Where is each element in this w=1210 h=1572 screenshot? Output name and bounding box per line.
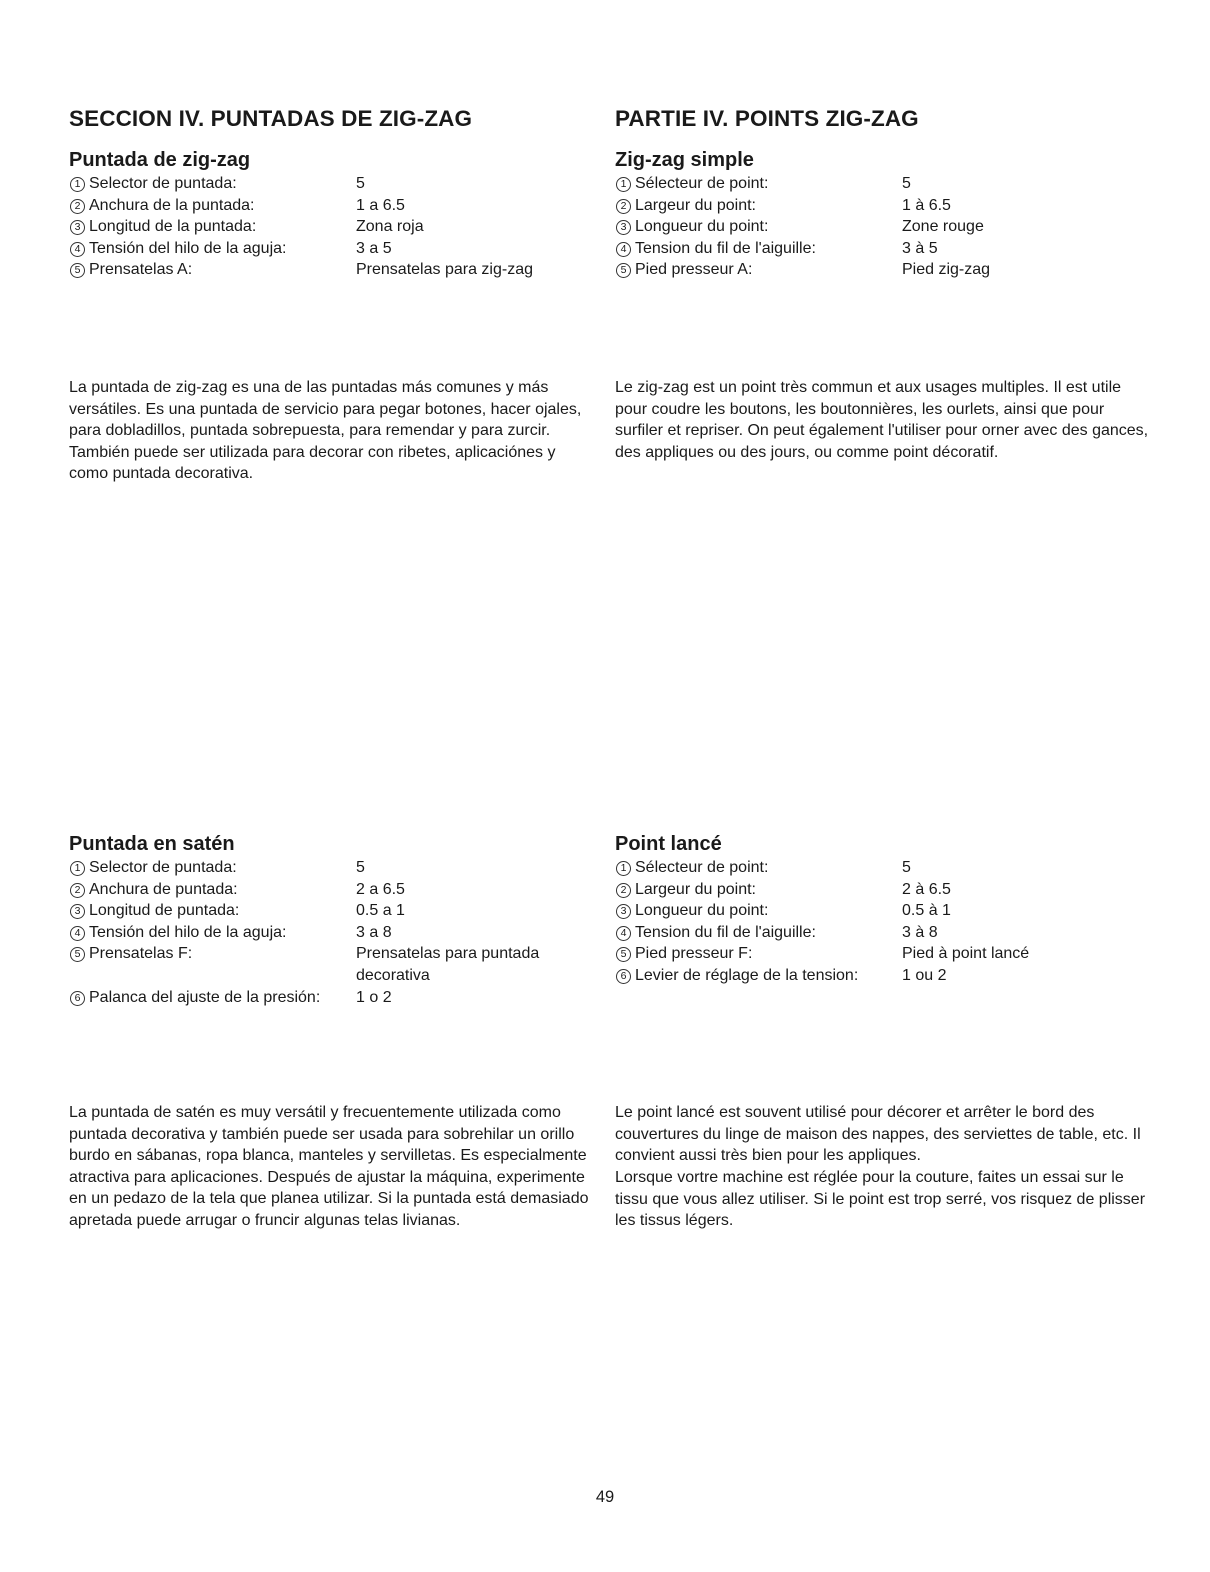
zigzag-settings-fr	[615, 173, 991, 281]
setting-value: 2 a 6.5	[356, 880, 405, 898]
setting-row	[615, 943, 1030, 965]
setting-value: Prensatelas para zig-zag	[356, 261, 533, 279]
setting-label: Longitud de puntada:	[89, 902, 240, 920]
setting-row	[69, 238, 392, 260]
setting-label: Levier de réglage de la tension:	[635, 966, 859, 984]
setting-label: Tensión del hilo de la aguja:	[89, 923, 287, 941]
setting-label: Pied presseur A:	[635, 261, 753, 279]
setting-value: Pied zig-zag	[902, 261, 991, 279]
number-badge: 5	[70, 263, 85, 278]
number-badge: 2	[70, 883, 85, 898]
setting-row	[615, 857, 911, 879]
setting-row	[69, 987, 392, 1009]
number-badge: 5	[616, 263, 631, 278]
setting-value: 3 à 8	[902, 923, 938, 941]
number-badge: 4	[70, 926, 85, 941]
setting-row	[69, 879, 405, 901]
number-badge: 3	[616, 220, 631, 235]
setting-value: Prensatelas para puntada decorativa	[356, 945, 540, 984]
setting-label: Sélecteur de point:	[635, 859, 769, 876]
setting-row	[615, 173, 911, 195]
number-badge: 4	[616, 926, 631, 941]
setting-label: Longueur du point:	[635, 902, 769, 920]
setting-label: Largeur du point:	[635, 880, 756, 898]
setting-row	[615, 922, 938, 944]
setting-label: Selector de puntada:	[89, 175, 237, 192]
setting-row	[69, 943, 540, 986]
setting-row	[69, 173, 365, 195]
setting-row	[69, 259, 533, 281]
satin-title-fr: Point lancé	[615, 833, 722, 855]
setting-value: 1 o 2	[356, 988, 392, 1006]
number-badge: 6	[616, 969, 631, 984]
setting-value: Zone rouge	[902, 218, 984, 236]
number-badge: 5	[616, 947, 631, 962]
number-badge: 1	[70, 861, 85, 876]
setting-label: Tension du fil de l'aiguille:	[635, 923, 816, 941]
number-badge: 4	[70, 242, 85, 257]
zigzag-title-fr: Zig-zag simple	[615, 149, 754, 171]
zigzag-paragraph-fr: Le zig-zag est un point très commun et aux usages multiples. Il est utile pour coudre les boutons, les boutonnières, les ourlets, ainsi que pour surfiler et repriser. On peut également l'utiliser pour orner avec des gances, des appliques ou des jours, ou comme point décoratif.	[615, 379, 1149, 461]
zigzag-paragraph-es: La puntada de zig-zag es una de las puntadas más comunes y más versátiles. Es una puntada de servicio para pegar botones, hacer ojales, para dobladillos, puntada sobrepuesta, para remendar y para zurcir. También puede ser utilizada para decorar con ribetes, aplicaciónes y como puntada decorativa.	[69, 379, 582, 483]
setting-label: Tension du fil de l'aiguille:	[635, 239, 816, 257]
setting-value: 5	[902, 175, 911, 192]
number-badge: 1	[616, 177, 631, 192]
setting-value: 3 a 5	[356, 239, 392, 257]
section-title-fr: PARTIE IV. POINTS ZIG-ZAG	[615, 106, 919, 131]
setting-row	[615, 216, 984, 238]
setting-row	[615, 900, 951, 922]
number-badge: 1	[70, 177, 85, 192]
setting-row	[69, 195, 405, 217]
setting-value: 1 ou 2	[902, 966, 947, 984]
setting-label: Anchura de la puntada:	[89, 196, 255, 214]
setting-value: 3 a 8	[356, 923, 392, 941]
setting-value: 0.5 a 1	[356, 902, 405, 920]
setting-label: Palanca del ajuste de la presión:	[89, 988, 321, 1006]
setting-label: Largeur du point:	[635, 196, 756, 214]
setting-row	[615, 879, 951, 901]
number-badge: 4	[616, 242, 631, 257]
number-badge: 2	[616, 199, 631, 214]
number-badge: 2	[616, 883, 631, 898]
section-title-es: SECCION IV. PUNTADAS DE ZIG-ZAG	[69, 106, 473, 131]
setting-row	[615, 259, 991, 281]
setting-row	[69, 900, 405, 922]
setting-value: 5	[356, 175, 365, 192]
setting-label: Tensión del hilo de la aguja:	[89, 239, 287, 257]
setting-value: 2 à 6.5	[902, 880, 951, 898]
satin-paragraph-2-fr: Lorsque vortre machine est réglée pour la couture, faites un essai sur le tissu que vous allez utiliser. Si le point est trop serré, vos risquez de plisser les tissus légers.	[615, 1169, 1146, 1230]
zigzag-title-es: Puntada de zig-zag	[69, 149, 251, 171]
number-badge: 1	[616, 861, 631, 876]
setting-value: 3 à 5	[902, 239, 938, 257]
satin-settings-es	[69, 857, 540, 1008]
setting-row	[615, 238, 938, 260]
number-badge: 3	[616, 904, 631, 919]
setting-label: Selector de puntada:	[89, 859, 237, 876]
setting-label: Sélecteur de point:	[635, 175, 769, 192]
setting-value: 0.5 à 1	[902, 902, 951, 920]
satin-settings-fr	[615, 857, 1030, 987]
setting-label: Prensatelas A:	[89, 261, 193, 279]
number-badge: 6	[70, 991, 85, 1006]
setting-value: 5	[902, 859, 911, 876]
satin-paragraph-1-fr: Le point lancé est souvent utilisé pour décorer et arrêter le bord des couvertures du linge de maison des nappes, des serviettes de table, etc. Il convient aussi très bien pour les appliques.	[615, 1104, 1141, 1165]
setting-value: Zona roja	[356, 218, 424, 236]
setting-row	[69, 216, 424, 238]
number-badge: 5	[70, 947, 85, 962]
setting-row	[69, 922, 392, 944]
satin-title-es: Puntada en satén	[69, 833, 235, 855]
page-number: 49	[595, 1488, 615, 1506]
setting-value: 1 à 6.5	[902, 196, 951, 214]
setting-label: Prensatelas F:	[89, 945, 193, 963]
setting-label: Anchura de puntada:	[89, 880, 238, 898]
setting-row	[615, 195, 951, 217]
zigzag-settings-es	[69, 173, 533, 281]
setting-label: Longitud de la puntada:	[89, 218, 257, 236]
setting-value: 1 a 6.5	[356, 196, 405, 214]
setting-value: Pied à point lancé	[902, 945, 1030, 963]
setting-label: Longueur du point:	[635, 218, 769, 236]
setting-row	[69, 857, 365, 879]
number-badge: 3	[70, 220, 85, 235]
setting-value: 5	[356, 859, 365, 876]
satin-paragraph-es: La puntada de satén es muy versátil y frecuentemente utilizada como puntada decorativa y también puede ser usada para sobrehilar un orillo burdo en sábanas, ropa blanca, manteles y servilletas. Es especialmente atractiva para aplicaciones. Después de ajustar la máquina, experimente en un pedazo de la tela que planea utilizar. Si la puntada está demasiado apretada puede arrugar o fruncir algunas telas livianas.	[69, 1104, 589, 1229]
number-badge: 2	[70, 199, 85, 214]
setting-label: Pied presseur F:	[635, 945, 753, 963]
setting-row	[615, 965, 947, 987]
number-badge: 3	[70, 904, 85, 919]
